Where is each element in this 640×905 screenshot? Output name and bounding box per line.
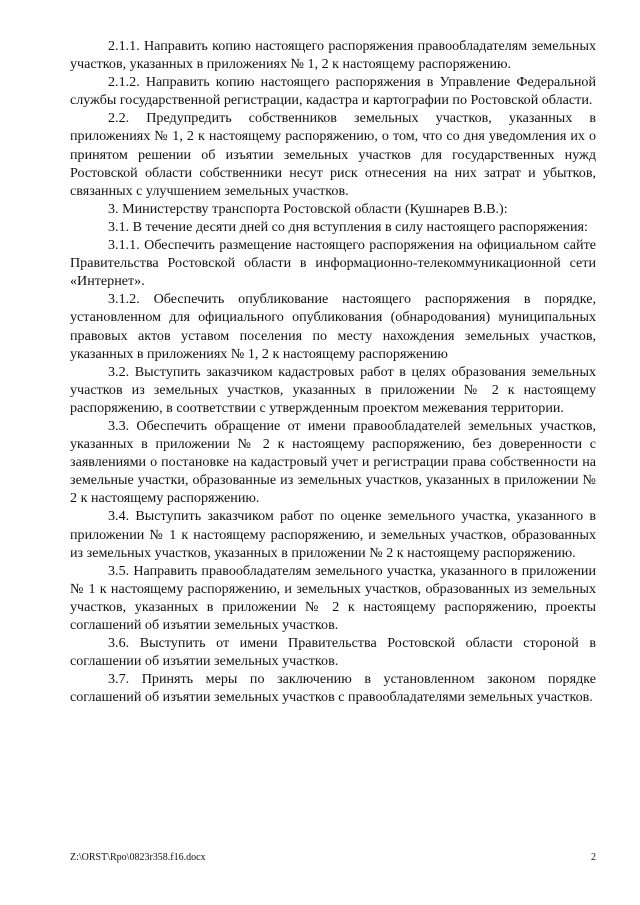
paragraph-3-3: 3.3. Обеспечить обращение от имени правообладателей земельных участков, указанных в приложении № 2 к настоящему распоряжению, без доверенности с заявлениями о постановке на кадастровый учет и регистрации права собственности на земельные участки, образованные из земельных участков, указанных в приложении № 2 к настоящему распоряжению. xyxy=(70,417,596,507)
page-footer xyxy=(70,852,596,864)
page-number: 2 xyxy=(591,852,596,863)
paragraph-3-6: 3.6. Выступить от имени Правительства Ростовской области стороной в соглашении об изъятии земельных участков. xyxy=(70,635,596,670)
paragraph-2-2: 2.2. Предупредить собственников земельных участков, указанных в приложениях № 1, 2 к настоящему распоряжению, о том, что со дня уведомления их о принятом решении об изъятии земельных участков для государственных нужд Ростовской области собственники несут риск отнесения на них затрат и убытков, связанных с улучшением земельных участков. xyxy=(70,110,596,199)
footer-file-path: Z:\ORST\Rpo\0823r358.f16.docx xyxy=(70,852,206,863)
paragraph-3-1-2: 3.1.2. Обеспечить опубликование настоящего распоряжения в порядке, установленном для официального опубликования (обнародования) муниципальных правовых актов уставом поселения по месту нахождения земельных участков, указанных в приложениях № 1, 2 к настоящему распоряжению xyxy=(70,291,596,362)
document-body xyxy=(70,37,596,706)
paragraph-3: 3. Министерству транспорта Ростовской области (Кушнарев В.В.): xyxy=(108,200,508,217)
paragraph-2-1-2: 2.1.2. Направить копию настоящего распоряжения в Управление Федеральной службы государственной регистрации, кадастра и картографии по Ростовской области. xyxy=(70,74,596,109)
paragraph-3-1: 3.1. В течение десяти дней со дня вступления в силу настоящего распоряжения: xyxy=(108,218,588,235)
paragraph-3-5: 3.5. Направить правообладателям земельного участка, указанного в приложении № 1 к настоящему распоряжению, и земельных участков, образованных из земельных участков, указанных в приложении № 2 к настоящему распоряжению, проекты соглашений об изъятии земельных участков. xyxy=(70,562,596,633)
paragraph-3-2: 3.2. Выступить заказчиком кадастровых работ в целях образования земельных участков из земельных участков, указанных в приложении № 2 к настоящему распоряжению, в соответствии с утвержденным проектом межевания территории. xyxy=(70,363,596,416)
paragraph-2-1-1: 2.1.1. Направить копию настоящего распоряжения правообладателям земельных участков, указанных в приложениях № 1, 2 к настоящему распоряжению. xyxy=(70,38,596,73)
paragraph-3-7: 3.7. Принять меры по заключению в установленном законом порядке соглашений об изъятии земельных участков с правообладателями земельных участков. xyxy=(70,671,596,706)
paragraph-3-1-1: 3.1.1. Обеспечить размещение настоящего распоряжения на официальном сайте Правительства Ростовской области в информационно-телекоммуникационной сети «Интернет». xyxy=(70,237,596,290)
paragraph-3-4: 3.4. Выступить заказчиком работ по оценке земельного участка, указанного в приложении № 1 к настоящему распоряжению, и земельных участков, образованных из земельных участков, указанных в приложении № 2 к настоящему распоряжению. xyxy=(70,508,596,561)
